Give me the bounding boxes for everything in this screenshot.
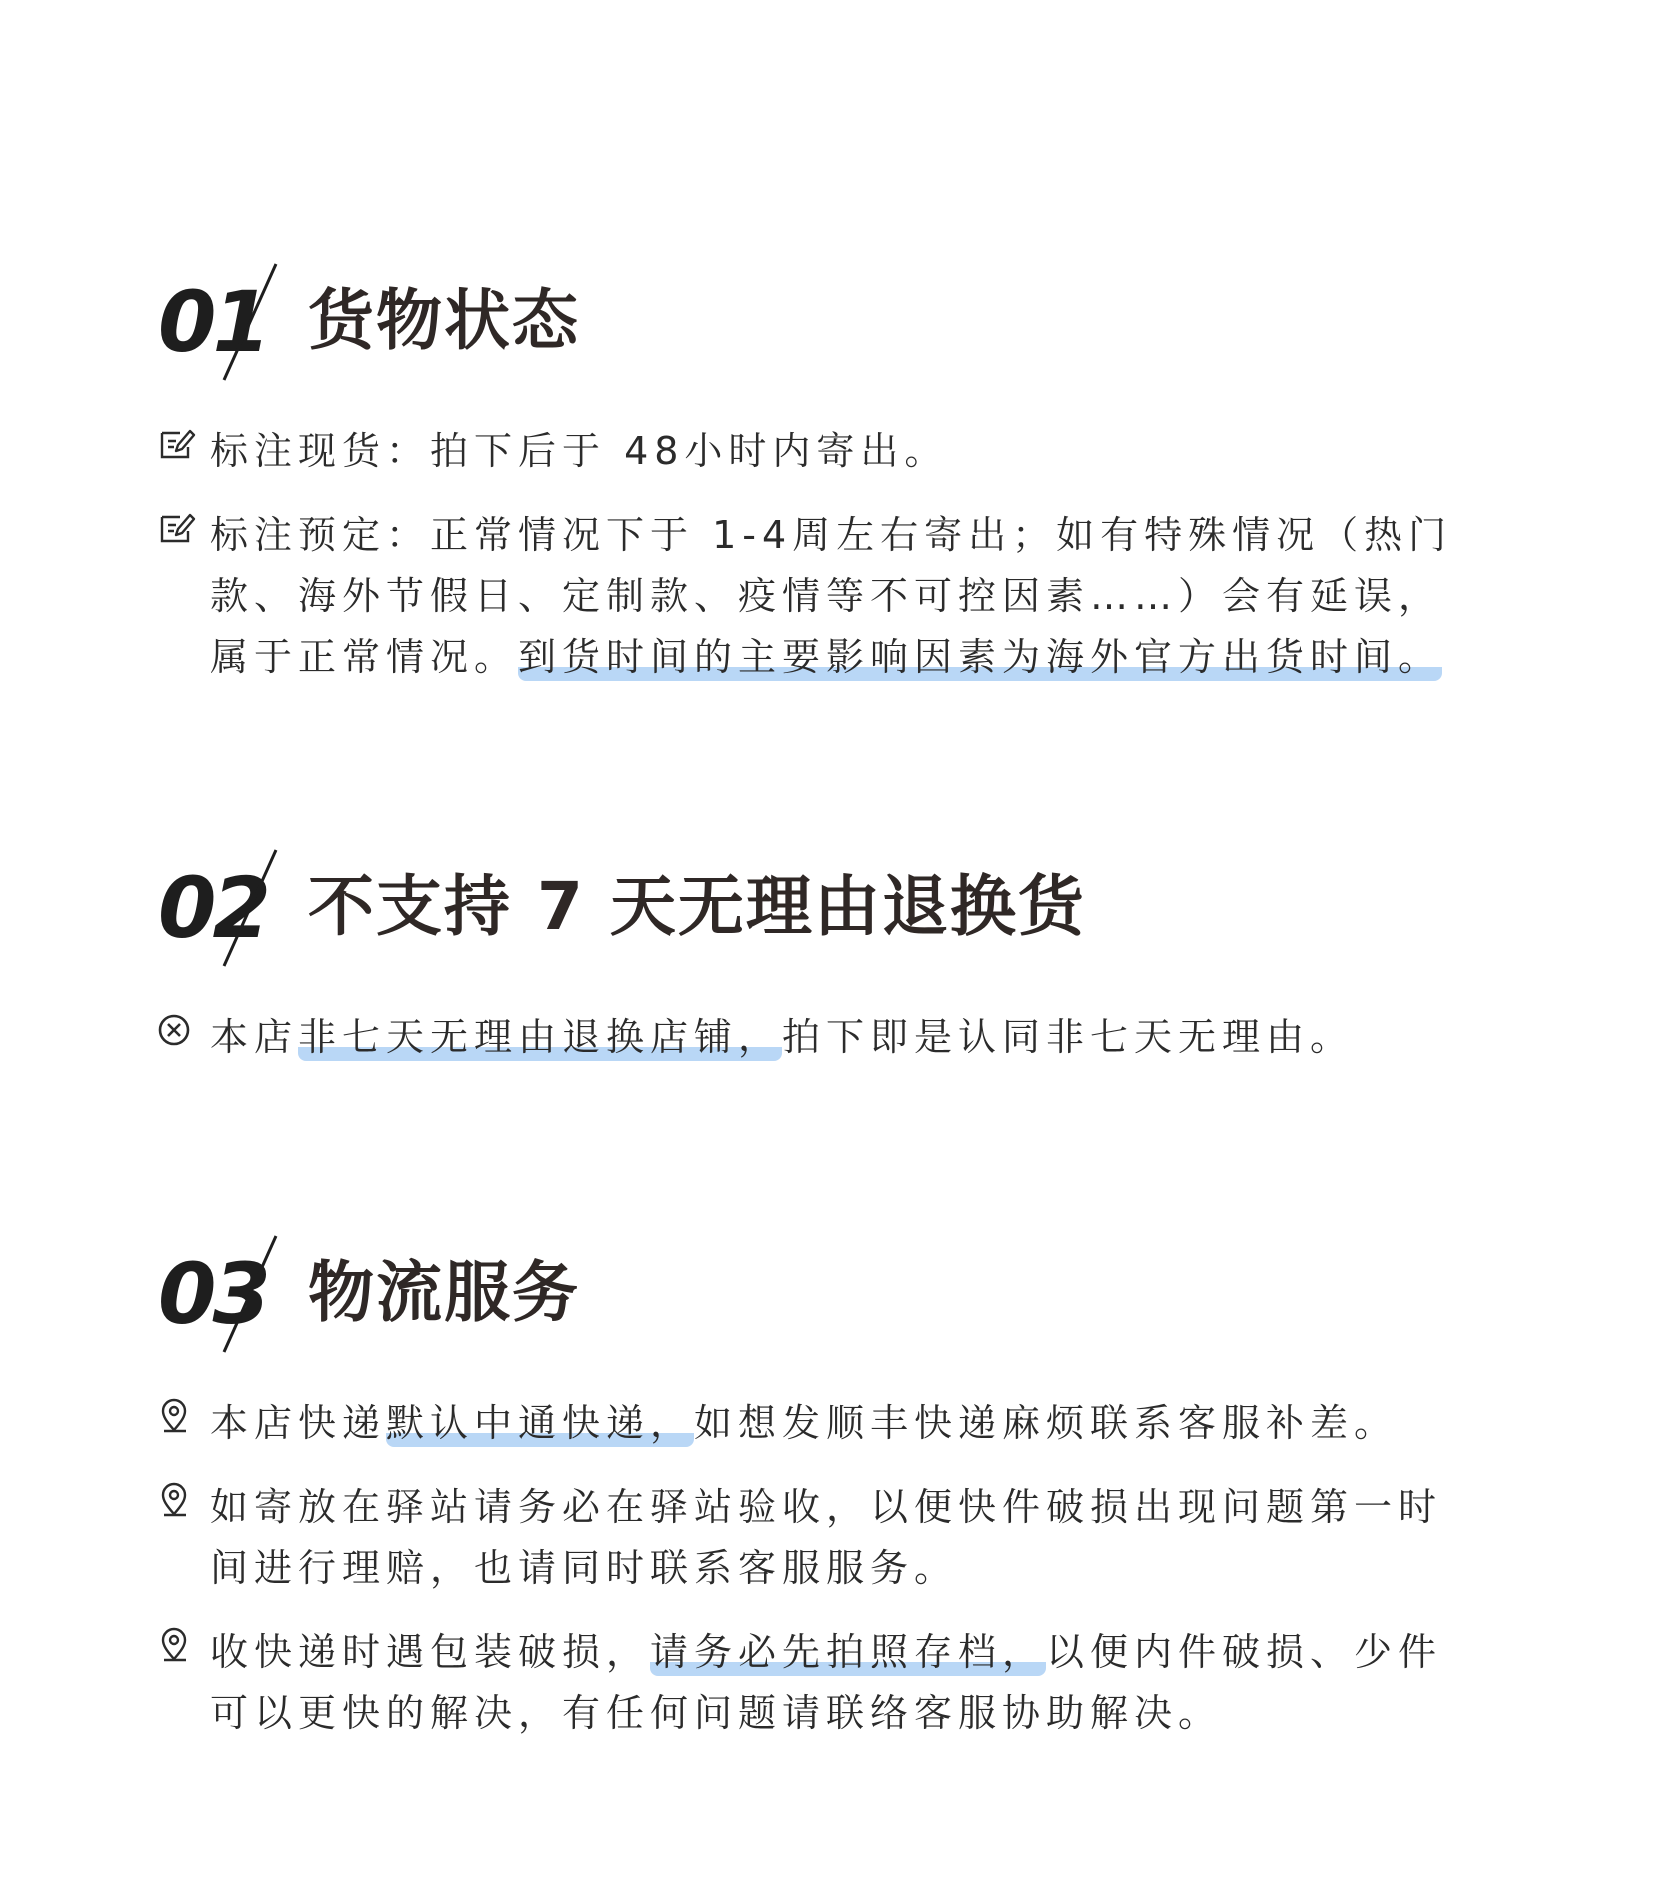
section-title: 不支持 7 天无理由退换货	[308, 868, 1086, 945]
list-item	[158, 421, 1488, 481]
item-text-after: 如想发顺丰快递麻烦联系客服补差。	[694, 1401, 1399, 1445]
location-pin-icon	[158, 1481, 196, 1519]
section-header	[158, 1244, 1458, 1364]
item-text	[210, 505, 1480, 688]
item-text-after: 拍下即是认同非七天无理由。	[782, 1015, 1355, 1059]
item-text	[210, 1622, 1480, 1744]
section-title: 物流服务	[308, 1254, 580, 1331]
list-item	[158, 1007, 1488, 1067]
item-text	[210, 1007, 1480, 1068]
item-text	[210, 1393, 1480, 1454]
list-item	[158, 1477, 1488, 1602]
location-pin-icon	[158, 1397, 196, 1435]
section-number: 02	[158, 859, 267, 957]
edit-icon	[158, 425, 196, 463]
section-number: 03	[158, 1245, 267, 1343]
item-text-main: 标注预定：正常情况下于 1-4周左右寄出；如有特殊情况（热门款、海外节假日、定制款、疫情等不可控因素……）会有延误，属于正常情况。	[210, 513, 1453, 679]
item-text-before: 本店快递	[210, 1401, 387, 1445]
item-text-after: 以便内件破损、少件可以更快的解决，有任何问题请联络客服协助解决。	[210, 1630, 1443, 1735]
slash-decoration	[218, 848, 278, 968]
item-text	[210, 1477, 1480, 1599]
item-text-main: 如寄放在驿站请务必在驿站验收，以便快件破损出现问题第一时间进行理赔，也请同时联系客服服务。	[210, 1485, 1443, 1590]
circle-x-icon	[158, 1011, 196, 1049]
slash-decoration	[218, 1234, 278, 1354]
edit-icon	[158, 509, 196, 547]
list-item	[158, 505, 1488, 695]
highlighted-text: 默认中通快递，	[386, 1401, 695, 1445]
item-text-main: 标注现货：拍下后于 48小时内寄出。	[210, 429, 949, 473]
location-pin-icon	[158, 1626, 196, 1664]
slash-decoration	[218, 262, 278, 382]
item-text-before: 收快递时遇包装破损，	[210, 1630, 651, 1674]
item-text-before: 本店	[210, 1015, 299, 1059]
highlighted-text: 请务必先拍照存档，	[650, 1630, 1047, 1674]
highlighted-text: 非七天无理由退换店铺，	[298, 1015, 783, 1059]
list-item	[158, 1622, 1488, 1747]
section-header	[158, 272, 1458, 392]
section-title: 货物状态	[308, 282, 580, 359]
list-item	[158, 1393, 1488, 1453]
highlighted-text: 到货时间的主要影响因素为海外官方出货时间。	[518, 635, 1443, 679]
section-header	[158, 858, 1458, 978]
item-text	[210, 421, 1480, 482]
section-number: 01	[158, 273, 267, 371]
